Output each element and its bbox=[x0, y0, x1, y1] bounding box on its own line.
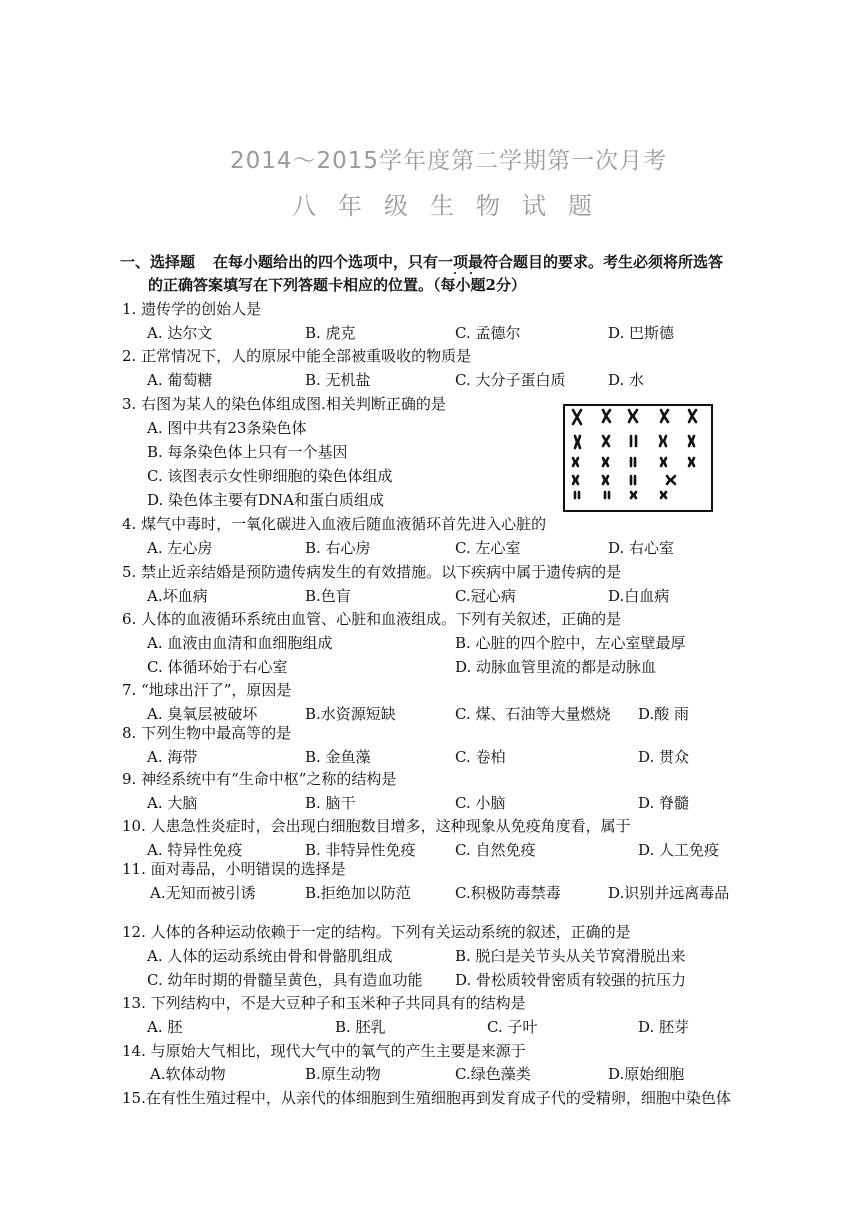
option-a: A. 左心房 bbox=[147, 539, 213, 557]
option-d: D. 右心室 bbox=[608, 539, 675, 557]
option-d: D. 染色体主要有DNA和蛋白质组成 bbox=[147, 491, 385, 509]
question-stem: 15.在有性生殖过程中，从亲代的体细胞到生殖细胞再到发育成子代的受精卵，细胞中染色体 bbox=[122, 1089, 731, 1107]
option-a: A. 大脑 bbox=[147, 794, 198, 812]
option-c: C.积极防毒禁毒 bbox=[455, 884, 561, 902]
question-stem: 12. 人体的各种运动依赖于一定的结构。下列有关运动系统的叙述，正确的是 bbox=[122, 923, 631, 941]
question-stem: 13. 下列结构中，不是大豆种子和玉米种子共同具有的结构是 bbox=[122, 994, 526, 1012]
option-b: B.原生动物 bbox=[305, 1065, 381, 1083]
option-b: B. 脱臼是关节头从关节窝滑脱出来 bbox=[455, 947, 686, 965]
section-instruction-1: 在每小题给出的四个选项中，只有一项最符合题目的要求。考生必须将所选答 bbox=[213, 253, 724, 271]
option-c: C. 子叶 bbox=[487, 1018, 538, 1036]
option-a: A.无知而被引诱 bbox=[150, 884, 256, 902]
option-c: C. 小脑 bbox=[455, 794, 506, 812]
section-label: 一、选择题 bbox=[120, 253, 196, 271]
option-a: A. 胚 bbox=[147, 1018, 183, 1036]
question-stem: 14. 与原始大气相比，现代大气中的氧气的产生主要是来源于 bbox=[122, 1042, 526, 1060]
option-b: B. 心脏的四个腔中，左心室壁最厚 bbox=[455, 634, 686, 652]
option-b: B. 非特异性免疫 bbox=[305, 841, 416, 859]
option-b: B. 无机盐 bbox=[305, 371, 371, 389]
option-c: C.冠心病 bbox=[455, 587, 516, 605]
option-b: B.色盲 bbox=[305, 587, 351, 605]
exam-subtitle: 八年级生物试题 bbox=[292, 192, 614, 220]
option-d: D.识别并远离毒品 bbox=[608, 884, 730, 902]
option-c: C. 孟德尔 bbox=[455, 324, 521, 342]
option-a: A. 特异性免疫 bbox=[147, 841, 243, 859]
option-c: C. 自然免疫 bbox=[455, 841, 536, 859]
option-d: D.白血病 bbox=[608, 587, 670, 605]
option-d: D. 动脉血管里流的都是动脉血 bbox=[455, 658, 657, 676]
option-a: A. 葡萄糖 bbox=[147, 371, 213, 389]
option-d: D.原始细胞 bbox=[608, 1065, 685, 1083]
karyotype-figure bbox=[563, 404, 713, 512]
question-stem: 11. 面对毒品，小明错误的选择是 bbox=[122, 860, 346, 878]
question-stem: 5. 禁止近亲结婚是预防遗传病发生的有效措施。以下疾病中属于遗传病的是 bbox=[122, 563, 622, 581]
question-stem: 8. 下列生物中最高等的是 bbox=[122, 724, 292, 742]
option-b: B. 右心房 bbox=[305, 539, 371, 557]
option-d: D. 脊髓 bbox=[638, 794, 690, 812]
option-b: B. 虎克 bbox=[305, 324, 356, 342]
option-c: C. 煤、石油等大量燃烧 bbox=[455, 705, 611, 723]
option-d: D. 人工免疫 bbox=[638, 841, 720, 859]
question-stem: 2. 正常情况下，人的原尿中能全部被重吸收的物质是 bbox=[122, 347, 472, 365]
option-d: D. 巴斯德 bbox=[608, 324, 675, 342]
question-stem: 3. 右图为某人的染色体组成图.相关判断正确的是 bbox=[122, 395, 446, 413]
question-stem: 9. 神经系统中有“生命中枢”之称的结构是 bbox=[122, 770, 397, 788]
option-c: C. 左心室 bbox=[455, 539, 521, 557]
question-stem: 4. 煤气中毒时，一氧化碳进入血液后随血液循环首先进入心脏的 bbox=[122, 515, 547, 533]
option-c: C. 幼年时期的骨髓呈黄色，具有造血功能 bbox=[147, 971, 423, 989]
option-b: B.拒绝加以防范 bbox=[305, 884, 411, 902]
option-d: D. 贯众 bbox=[638, 748, 690, 766]
option-a: A. 海带 bbox=[147, 748, 198, 766]
option-a: A. 人体的运动系统由骨和骨骼肌组成 bbox=[147, 947, 393, 965]
option-b: B. 胚乳 bbox=[335, 1018, 386, 1036]
option-a: A.软体动物 bbox=[150, 1065, 226, 1083]
option-d: D. 骨松质较骨密质有较强的抗压力 bbox=[455, 971, 687, 989]
option-c: C. 大分子蛋白质 bbox=[455, 371, 566, 389]
option-a: A. 图中共有23条染色体 bbox=[147, 419, 307, 437]
question-stem: 7. “地球出汗了”，原因是 bbox=[122, 681, 292, 699]
option-d: D. 水 bbox=[608, 371, 645, 389]
option-a: A. 臭氧层被破坏 bbox=[147, 705, 258, 723]
option-a: A. 血液由血清和血细胞组成 bbox=[147, 634, 333, 652]
option-d: D.酸 雨 bbox=[638, 705, 690, 723]
option-b: B. 金鱼藻 bbox=[305, 748, 371, 766]
option-c: C. 体循环始于右心室 bbox=[147, 658, 288, 676]
option-c: C.绿色藻类 bbox=[455, 1065, 531, 1083]
chromosome-icon bbox=[565, 406, 711, 510]
option-c: C. 该图表示女性卵细胞的染色体组成 bbox=[147, 467, 393, 485]
exam-title: 2014～2015学年度第二学期第一次月考 bbox=[230, 148, 668, 174]
option-a: A. 达尔文 bbox=[147, 324, 213, 342]
section-instruction-2: 的正确答案填写在下列答题卡相应的位置。（每小题2分） bbox=[148, 276, 526, 294]
option-b: B. 每条染色体上只有一个基因 bbox=[147, 443, 348, 461]
question-stem: 6. 人体的血液循环系统由血管、心脏和血液组成。下列有关叙述，正确的是 bbox=[122, 610, 622, 628]
question-stem: 1. 遗传学的创始人是 bbox=[122, 300, 262, 318]
option-b: B. 脑干 bbox=[305, 794, 356, 812]
option-c: C. 卷柏 bbox=[455, 748, 506, 766]
question-stem: 10. 人患急性炎症时，会出现白细胞数目增多，这种现象从免疫角度看，属于 bbox=[122, 817, 631, 835]
option-a: A.坏血病 bbox=[147, 587, 208, 605]
option-b: B.水资源短缺 bbox=[305, 705, 396, 723]
option-d: D. 胚芽 bbox=[638, 1018, 690, 1036]
